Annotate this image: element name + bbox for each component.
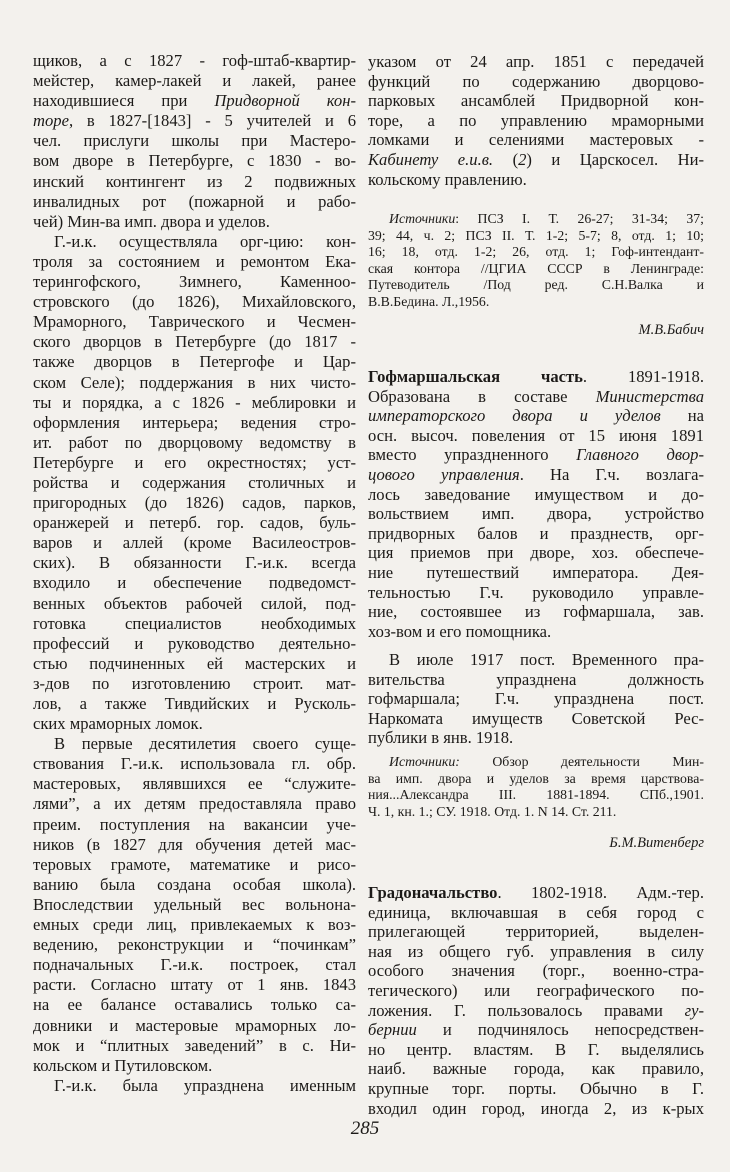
text-line: особого значения (торг., военно-стра- xyxy=(368,961,704,981)
text-line: лов, а также Тивдийских и Русколь- xyxy=(33,694,356,713)
emphasized-term: торе xyxy=(33,111,69,131)
text-line: ствования Г.-и.к. использовала гл. обр. xyxy=(33,754,356,774)
text-line: вольствием имп. двора, устройство xyxy=(368,504,704,524)
paragraph xyxy=(33,51,356,232)
text-line: ва имп. двора и уделов за время царствова- xyxy=(368,770,704,786)
text-line: 16; 18, отд. 1-2; 26, отд. 1; Гоф-интендант- xyxy=(368,244,704,260)
entry-heading: Гофмаршальская часть xyxy=(368,367,583,386)
text-line xyxy=(368,465,704,485)
text-line: ванию была создана особая школа). xyxy=(33,874,356,894)
text-line: наиб. важные города, как правило, xyxy=(368,1059,704,1079)
text-line: подначальных Г.-и.к. построек, стал xyxy=(33,955,356,975)
text-line: ная из общего губ. управления в силу xyxy=(368,941,704,961)
text-line: ние, состоявшее из гофмаршала, зав. xyxy=(368,602,704,622)
text-line xyxy=(33,111,356,131)
text-line: ских). В обязанности Г.-и.к. всегда xyxy=(33,553,356,573)
text-line: осн. высоч. повеления от 15 июня 1891 xyxy=(368,425,704,445)
text-line: ском Селе); поддержания в них чисто- xyxy=(33,372,356,392)
text-line: лями”, а их детям предоставляла право xyxy=(33,794,356,814)
text-line: функций по содержанию дворцово- xyxy=(368,71,704,91)
text-line: прилегающей территорией, выделен- xyxy=(368,922,704,942)
text-segment: Обзор деятельности Мин- xyxy=(459,754,704,769)
emphasized-term: Источники: xyxy=(389,754,460,769)
text-segment: . 1891-1918. xyxy=(582,367,704,386)
page-number: 285 xyxy=(350,1118,380,1139)
text-line: варов и аллей (кроме Василеостров- xyxy=(33,533,356,553)
text-line: крупные торг. порты. Обычно в Г. xyxy=(368,1078,704,1098)
text-segment: . На Г.ч. возлага- xyxy=(519,464,704,484)
sources-note-2 xyxy=(368,754,704,820)
entry-gofmarshalskaya-chast-paragraph-2 xyxy=(368,650,704,748)
text-line: В июле 1917 пост. Временного пра- xyxy=(389,650,704,669)
text-line xyxy=(368,1020,704,1040)
text-line: парковых ансамблей Придворной кон- xyxy=(368,91,704,111)
text-line: пригородных (до 1826) садов, парков, xyxy=(33,493,356,513)
emphasized-term: Главного двор- xyxy=(576,445,704,465)
text-line: мок и “плитных заведений” в с. Ни- xyxy=(33,1035,356,1055)
text-line: также дворцов в Петергофе и Цар- xyxy=(33,352,356,372)
text-line: ников (в 1827 для обучения детей мас- xyxy=(33,834,356,854)
paragraph xyxy=(368,211,704,311)
text-segment: находившиеся при xyxy=(33,91,215,111)
text-line: на ее балансе оставались только са- xyxy=(33,995,356,1015)
text-line xyxy=(33,91,356,111)
text-line: В первые десятилетия своего суще- xyxy=(54,734,356,754)
paragraph xyxy=(368,754,704,820)
entry-continuation-paragraph xyxy=(368,52,704,189)
text-line: мейстер, камер-лакей и лакей, ранее xyxy=(33,71,356,91)
text-segment: и подчинялось непосредствен- xyxy=(416,1020,704,1040)
paragraph xyxy=(33,232,356,734)
text-segment: на xyxy=(660,406,704,426)
text-line: 39; 44, ч. 2; ПСЗ II. Т. 1-2; 5-7; 8, отд. 1; 10; xyxy=(368,227,704,243)
text-line: инвалидных рот (пожарной и рабо- xyxy=(33,191,356,211)
text-segment: вместо упраздненного xyxy=(368,445,577,465)
text-line: единица, включавшая в себя город с xyxy=(368,902,704,922)
text-line: ского дворцов в Петербурге (до 1817 - xyxy=(33,332,356,352)
paragraph xyxy=(368,367,704,641)
text-line: ты и порядка, а с 1826 - меблировки и xyxy=(33,392,356,412)
emphasized-term: бернии xyxy=(368,1020,417,1040)
text-line: Мраморного, Таврического и Чесмен- xyxy=(33,312,356,332)
text-line: Г.-и.к. была упразднена именным xyxy=(54,1075,356,1095)
entry-gofmarshalskaya-chast xyxy=(368,367,704,641)
text-segment: Образована в составе xyxy=(368,386,596,406)
entry-heading: Градоначальство xyxy=(368,883,498,902)
text-line: расти. Согласно штату от 1 янв. 1843 xyxy=(33,975,356,995)
paragraph xyxy=(368,883,704,1118)
text-line: указом от 24 апр. 1851 с передачей xyxy=(368,52,704,71)
text-line: Путеводитель /Под ред. С.Н.Валка и xyxy=(368,277,704,293)
text-line: придворных балов и празднеств, орг- xyxy=(368,523,704,543)
text-line: мастеровых, являвшихся ее “служите- xyxy=(33,774,356,794)
text-segment: . 1802-1918. Адм.-тер. xyxy=(497,883,704,902)
text-segment: ложения. Г. пользовалось правами xyxy=(368,1000,685,1020)
entry-gradonachalstvo xyxy=(368,883,704,1118)
text-line: довники и мастеровые мраморных ло- xyxy=(33,1015,356,1035)
text-line: з-дов по изготовлению строит. мат- xyxy=(33,673,356,693)
text-line: тельностью Г.ч. руководило управле- xyxy=(368,582,704,602)
emphasized-term: Кабинету е.и.в. xyxy=(368,149,494,169)
text-line: Наркомата имуществ Советской Рес- xyxy=(368,708,704,728)
emphasized-term: гу- xyxy=(684,1000,704,1020)
text-line: ская контора //ЦГИА СССР в Ленинграде: xyxy=(368,260,704,276)
paragraph xyxy=(368,52,704,189)
paragraph xyxy=(368,650,704,748)
text-line: ция приемов при дворе, хоз. обеспече- xyxy=(368,543,704,563)
paragraph xyxy=(33,734,356,1076)
text-line: ройства и содержания столичных и xyxy=(33,472,356,492)
text-line xyxy=(368,150,704,170)
text-segment: ( xyxy=(493,149,519,169)
text-line xyxy=(368,406,704,426)
text-line: торе, а по управлению мраморными xyxy=(368,110,704,130)
text-line: Ч. 1, кн. 1.; СУ. 1918. Отд. 1. N 14. Ст. 211. xyxy=(368,803,617,819)
text-line xyxy=(368,445,704,465)
text-line xyxy=(368,211,704,228)
text-line xyxy=(368,367,704,387)
text-line: Петербурге и его окрестностях; уст- xyxy=(33,452,356,472)
text-line: Г.-и.к. осуществляла орг-цию: кон- xyxy=(54,231,356,251)
text-line: хоз-вом и его помощника. xyxy=(368,621,552,641)
text-line: троля за состоянием и ремонтом Ека- xyxy=(33,251,356,271)
text-line: ния...Александра III. 1881-1894. СПб.,1901. xyxy=(368,787,704,803)
author-signature-1: М.В.Бабич xyxy=(638,322,704,338)
text-line: оранжерей и петерб. гор. садов, буль- xyxy=(33,513,356,533)
text-line: ние путешествий императора. Дея- xyxy=(368,562,704,582)
text-line: кольскому правлению. xyxy=(368,169,527,189)
author-signature-2: Б.М.Витенберг xyxy=(609,835,704,851)
sources-note-1 xyxy=(368,211,704,311)
text-line: гофмаршала; Г.ч. упразднена пост. xyxy=(368,689,704,709)
text-line: вом дворе в Петербурге, с 1830 - во- xyxy=(33,151,356,171)
text-line: инский контингент из 2 подвижных xyxy=(33,171,356,191)
text-line: преим. поступления на вакансии уче- xyxy=(33,814,356,834)
text-segment: ) и Царскосел. Ни- xyxy=(526,149,704,169)
emphasized-term: Источники xyxy=(389,211,456,226)
text-line: ломками и селениями мастеровых - xyxy=(368,130,704,150)
text-line xyxy=(368,754,704,771)
text-line: готовка специалистов необходимых xyxy=(33,613,356,633)
text-line: публики в янв. 1918. xyxy=(368,728,514,748)
text-line: лось заведование имуществом и до- xyxy=(368,484,704,504)
text-line: ведению, реконструкции и “починкам” xyxy=(33,935,356,955)
text-segment: : ПСЗ I. Т. 26-27; 31-34; 37; xyxy=(455,211,704,226)
text-line: профессий и руководство деятельно- xyxy=(33,633,356,653)
emphasized-term: Придворной кон- xyxy=(214,91,356,111)
emphasized-term: императорского двора и уделов xyxy=(368,406,661,426)
emphasized-term: Министерства xyxy=(595,386,704,406)
text-line: теровых грамоте, математике и рисо- xyxy=(33,854,356,874)
text-line: Впоследствии удельный вес вольнона- xyxy=(33,894,356,914)
text-line: ит. работ по дворцовому ведомству в xyxy=(33,432,356,452)
text-line: венных объектов рабочей силой, под- xyxy=(33,593,356,613)
text-line xyxy=(368,1001,704,1021)
text-line: тегического) или географического по- xyxy=(368,980,704,1000)
text-line: терингофского, Зимнего, Каменноо- xyxy=(33,272,356,292)
text-line: чел. прислуги школы при Мастеро- xyxy=(33,131,356,151)
text-line: входило и обеспечение подведомст- xyxy=(33,573,356,593)
text-line: стровского (до 1826), Михайловского, xyxy=(33,292,356,312)
text-line: В.В.Бедина. Л.,1956. xyxy=(368,293,490,309)
text-line: входил один город, иногда 2, из к-рых xyxy=(368,1098,704,1118)
text-line: чей) Мин-ва имп. двора и уделов. xyxy=(33,211,270,231)
text-line: но центр. властям. В Г. выделялись xyxy=(368,1039,704,1059)
text-line xyxy=(368,883,704,903)
text-line xyxy=(368,387,704,407)
emphasized-term: цового управления xyxy=(368,464,520,484)
text-line: ских мраморных ломок. xyxy=(33,714,203,734)
text-line: вительства упразднена должность xyxy=(368,669,704,689)
left-column xyxy=(33,51,356,1096)
text-line: стью подчиненных ей мастерских и xyxy=(33,653,356,673)
text-segment: , в 1827-[1843] - 5 учителей и 6 xyxy=(68,111,356,131)
emphasized-term: 2 xyxy=(518,149,527,169)
text-line: кольском и Путиловском. xyxy=(33,1055,213,1075)
text-line: емных среди лиц, привлекаемых к воз- xyxy=(33,915,356,935)
text-line: оформления интерьера; ведения стро- xyxy=(33,412,356,432)
text-line: щиков, а с 1827 - гоф-штаб-квартир- xyxy=(33,51,356,70)
paragraph xyxy=(33,1076,356,1096)
